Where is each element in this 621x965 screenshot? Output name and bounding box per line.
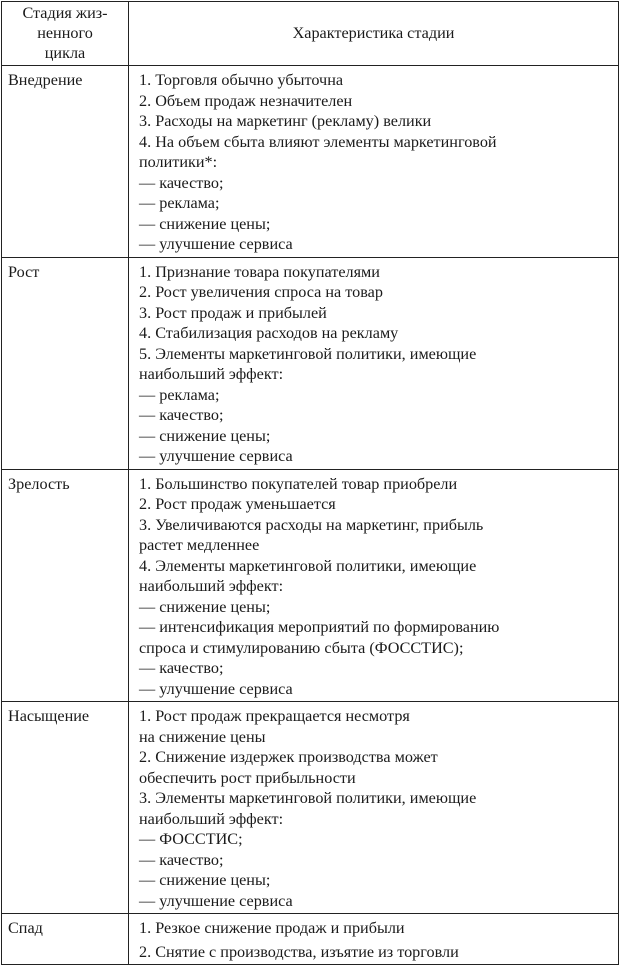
header-row	[2, 2, 619, 66]
description-line: наибольший эффект:	[139, 365, 284, 383]
stage-name: Насыщение	[2, 702, 129, 914]
header-stage-line: ненного	[37, 24, 93, 42]
description-line: 2. Объем продаж незначителен	[139, 91, 353, 110]
description-line: 4. Стабилизация расходов на рекламу	[139, 324, 399, 342]
description-line: — улучшение сервиса	[139, 235, 293, 253]
stage-name: Зрелость	[2, 469, 129, 702]
table-row	[2, 469, 619, 702]
description-line: — улучшение сервиса	[139, 891, 293, 910]
stage-name: Внедрение	[2, 66, 129, 258]
description-line: 2. Рост продаж уменьшается	[139, 495, 336, 513]
stage-description	[129, 702, 619, 914]
description-line: 1. Резкое снижение продаж и прибыли	[139, 919, 405, 937]
description-line: — качество;	[139, 659, 224, 677]
description-line: 5. Элементы маркетинговой политики, имеющие	[139, 344, 477, 363]
description-line: — снижение цены;	[139, 871, 271, 889]
header-stage-line: Стадия жиз-	[22, 4, 108, 22]
description-line: 4. На объем сбыта влияют элементы маркетинговой	[139, 132, 497, 151]
description-line: 1. Рост продаж прекращается несмотря	[139, 707, 410, 725]
description-line: — качество;	[139, 850, 224, 869]
header-stage-line: цикла	[44, 44, 86, 62]
description-line: 2. Рост увеличения спроса на товар	[139, 283, 383, 301]
description-line: — качество;	[139, 406, 224, 424]
description-line: 1. Большинство покупателей товар приобрели	[139, 474, 458, 493]
description-line: растет медленнее	[139, 536, 260, 554]
stage-name: Спад	[2, 914, 129, 965]
description-line: — снижение цены;	[139, 214, 271, 233]
table-row	[2, 66, 619, 258]
description-line: 3. Увеличиваются расходы на маркетинг, прибыль	[139, 515, 484, 534]
stage-description	[129, 66, 619, 258]
description-line: 4. Элементы маркетинговой политики, имеющие	[139, 556, 477, 575]
description-line: 3. Элементы маркетинговой политики, имеющие	[139, 789, 477, 807]
description-line: — качество;	[139, 173, 224, 192]
description-line: наибольший эффект:	[139, 809, 284, 828]
description-line: — реклама;	[139, 385, 220, 404]
description-line: 3. Расходы на маркетинг (рекламу) велики	[139, 112, 432, 130]
description-line: — реклама;	[139, 194, 220, 212]
table-row	[2, 914, 619, 965]
header-description: Характеристика стадии	[129, 2, 619, 66]
description-line: политики*:	[139, 153, 218, 171]
description-line: 2. Снижение издержек производства может	[139, 748, 438, 766]
description-line: обеспечить рост прибыльности	[139, 768, 356, 787]
stage-name: Рост	[2, 257, 129, 469]
description-line: — улучшение сервиса	[139, 447, 293, 465]
stage-description	[129, 914, 619, 965]
table-row	[2, 702, 619, 914]
description-line: спроса и стимулированию сбыта (ФОССТИС);	[139, 638, 464, 657]
stage-description	[129, 469, 619, 702]
description-line: наибольший эффект:	[139, 577, 284, 595]
description-line: на снижение цены	[139, 727, 266, 746]
description-line: — интенсификация мероприятий по формированию	[139, 618, 500, 636]
lifecycle-table	[1, 1, 619, 965]
description-line: — снижение цены;	[139, 597, 271, 616]
description-line: — снижение цены;	[139, 426, 271, 445]
description-line: — улучшение сервиса	[139, 679, 293, 698]
description-line: — ФОССТИС;	[139, 830, 243, 848]
stage-description	[129, 257, 619, 469]
table-row	[2, 257, 619, 469]
description-line: 3. Рост продаж и прибылей	[139, 303, 327, 322]
description-line: 1. Признание товара покупателями	[139, 262, 380, 281]
description-line: 2. Снятие с производства, изъятие из торговли	[139, 942, 459, 961]
description-line: 1. Торговля обычно убыточна	[139, 71, 344, 89]
header-stage	[2, 2, 129, 66]
